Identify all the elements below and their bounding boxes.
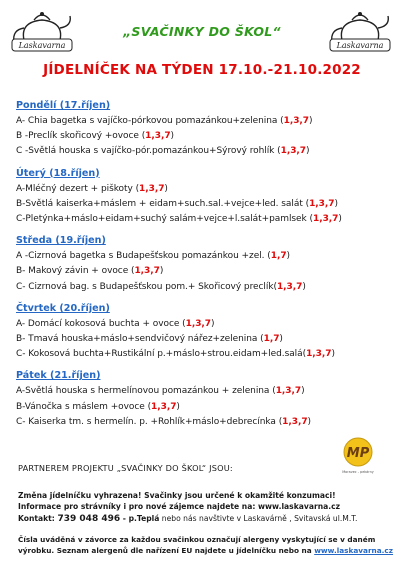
day-title: Čtvrtek (20.říjen) [16, 302, 110, 314]
allergen-codes: 1,3,7 [306, 349, 332, 360]
day-section [16, 168, 398, 228]
info-website-line: Informace pro strávníky i pro nové zájemce najdete na: www.laskavarna.cz [18, 502, 341, 511]
allergen-codes: 1,3,7 [312, 214, 339, 225]
meal-item: C-Pletýnka+máslo+eidam+suchý salám+vejce+l.salát+pamlsek (1,3,7) [16, 214, 342, 225]
allergen-codes: 1,3,7 [276, 281, 303, 292]
allergen-codes: 1,3,7 [139, 183, 165, 194]
meal-description: B -Preclík skořicový +ovoce [16, 131, 142, 142]
allergen-codes: 1,3,7 [151, 401, 177, 412]
svg-text:Laskavarna: Laskavarna [336, 41, 384, 50]
menu-week-heading: JÍDELNÍČEK NA TÝDEN 17.10.-21.10.2022 [43, 62, 361, 78]
footnote-line-1: Čísla uváděná v závorce za každou svačinkou označují alergeny vyskytující se v daném [18, 535, 376, 544]
meal-description: A -Cizrnová bagetka s Budapešťskou pomazánkou +zel. [16, 251, 268, 262]
svg-text:MP: MP [346, 446, 370, 461]
contact-place: - p.Teplá [120, 514, 160, 523]
meal-item: C- Kokosová buchta+Rustikální p.+máslo+strou.eidam+led.salá(1,3,7) [16, 349, 335, 360]
footnote-line-2 [18, 546, 402, 557]
meal-description: A- Chia bagetka s vajíčko-pórkovou pomazánkou+zelenina [16, 116, 281, 126]
meal-description: B-Světlá kaiserka+máslem + eidam+such.sal.+vejce+led. salát [16, 198, 306, 209]
allergen-codes: 1,3,7 [280, 146, 306, 157]
meal-description: C-Pletýnka+máslo+eidam+suchý salám+vejce+l.salát+pamlsek [16, 214, 310, 225]
day-title: Středa (19.říjen) [16, 235, 106, 247]
meal-description: A-Světlá houska s hermelínovou pomazánkou + zelenina [16, 386, 273, 397]
allergen-codes: 1,3,7 [309, 198, 335, 209]
day-title: Pátek (21.říjen) [16, 370, 101, 382]
meal-item: C -Světlá houska s vajíčko-pór.pomazánkou+Sýrový rohlík (1,3,7) [16, 146, 310, 157]
svg-text:Moravec - pekárny: Moravec - pekárny [342, 470, 374, 474]
meal-description: C- Kaiserka tm. s hermelín. p. +Rohlík+máslo+debrecínka [16, 416, 279, 427]
contact-line [18, 514, 357, 524]
weekly-menu [16, 100, 398, 438]
meal-item: C- Kaiserka tm. s hermelín. p. +Rohlík+máslo+debrecínka (1,3,7) [16, 416, 311, 427]
allergen-codes: 1,3,7 [145, 131, 171, 142]
partner-heading: PARTNEREM PROJEKTU „SVAČINKY DO ŠKOL“ JSOU: [18, 463, 233, 473]
footnote-line-2-text: výrobku. Seznam alergenů dle nařízení EU najdete u jídelníčku nebo na [18, 545, 315, 555]
meal-item: B-Světlá kaiserka+máslem + eidam+such.sal.+vejce+led. salát (1,3,7) [16, 198, 338, 209]
meal-description: A-Mléčný dezert + piškoty [16, 183, 136, 194]
day-section [16, 370, 398, 430]
meal-item: B -Preclík skořicový +ovoce (1,3,7) [16, 131, 175, 142]
meal-item: A -Cizrnová bagetka s Budapešťskou pomazánkou +zel. (1,7) [16, 251, 291, 262]
meal-item: B- Makový závin + ovoce (1,3,7) [16, 266, 164, 277]
meal-item: C- Cizrnová bag. s Budapešťskou pom.+ Skořicový preclík(1,3,7) [16, 281, 306, 292]
mp-bakery-logo [340, 437, 376, 475]
meal-description: A- Domácí kokosová buchta + ovoce [16, 318, 183, 329]
website-link[interactable]: www.laskavarna.cz [314, 545, 394, 555]
allergen-codes: 1,3,7 [275, 386, 302, 397]
meal-description: B- Makový závin + ovoce [16, 266, 131, 277]
meal-item: A- Chia bagetka s vajíčko-pórkovou pomazánkou+zelenina (1,3,7) [16, 116, 313, 126]
meal-description: C- Cizrnová bag. s Budapešťskou pom.+ Skořicový preclík [16, 281, 274, 292]
allergen-codes: 1,7 [270, 251, 287, 262]
contact-label: Kontakt: [18, 514, 58, 523]
day-title: Pondělí (17.říjen) [16, 100, 111, 111]
day-title: Úterý (18.říjen) [16, 167, 100, 179]
day-section [16, 235, 398, 295]
meal-item: B- Tmavá houska+máslo+sendvičový nářez+zelenina (1,7) [16, 334, 283, 345]
meal-description: B-Vánočka s máslem +ovoce [16, 401, 148, 412]
meal-description: C -Světlá houska s vajíčko-pór.pomazánkou+Sýrový rohlík [16, 146, 278, 157]
allergen-codes: 1,3,7 [282, 416, 308, 427]
allergen-codes: 1,7 [263, 334, 280, 345]
allergen-footnote [18, 535, 402, 556]
day-section [16, 303, 398, 363]
menu-change-notice: Změna jídelníčku vyhrazena! Svačinky jsou určené k okamžité konzumaci! [18, 491, 336, 500]
meal-item: A-Světlá houska s hermelínovou pomazánkou + zelenina (1,3,7) [16, 386, 305, 397]
meal-description: B- Tmavá houska+máslo+sendvičový nářez+zelenina [16, 334, 261, 345]
svg-text:Laskavarna: Laskavarna [18, 41, 66, 50]
allergen-codes: 1,3,7 [185, 318, 211, 329]
allergen-codes: 1,3,7 [134, 266, 160, 277]
allergen-codes: 1,3,7 [283, 116, 310, 126]
meal-item: A-Mléčný dezert + piškoty (1,3,7) [16, 183, 168, 194]
meal-description: C- Kokosová buchta+Rustikální p.+máslo+strou.eidam+led.salá [16, 349, 303, 360]
mp-logo-icon [340, 437, 376, 475]
page-title: „SVAČINKY DO ŠKOL“ [123, 24, 281, 39]
meal-item: B-Vánočka s máslem +ovoce (1,3,7) [16, 401, 180, 412]
meal-item: A- Domácí kokosová buchta + ovoce (1,3,7) [16, 318, 215, 329]
contact-phone: 739 048 496 [57, 514, 121, 524]
contact-address: nebo nás navštivte v Laskavárně , Svitavská ul.M.T. [159, 514, 358, 523]
day-section [16, 100, 398, 160]
